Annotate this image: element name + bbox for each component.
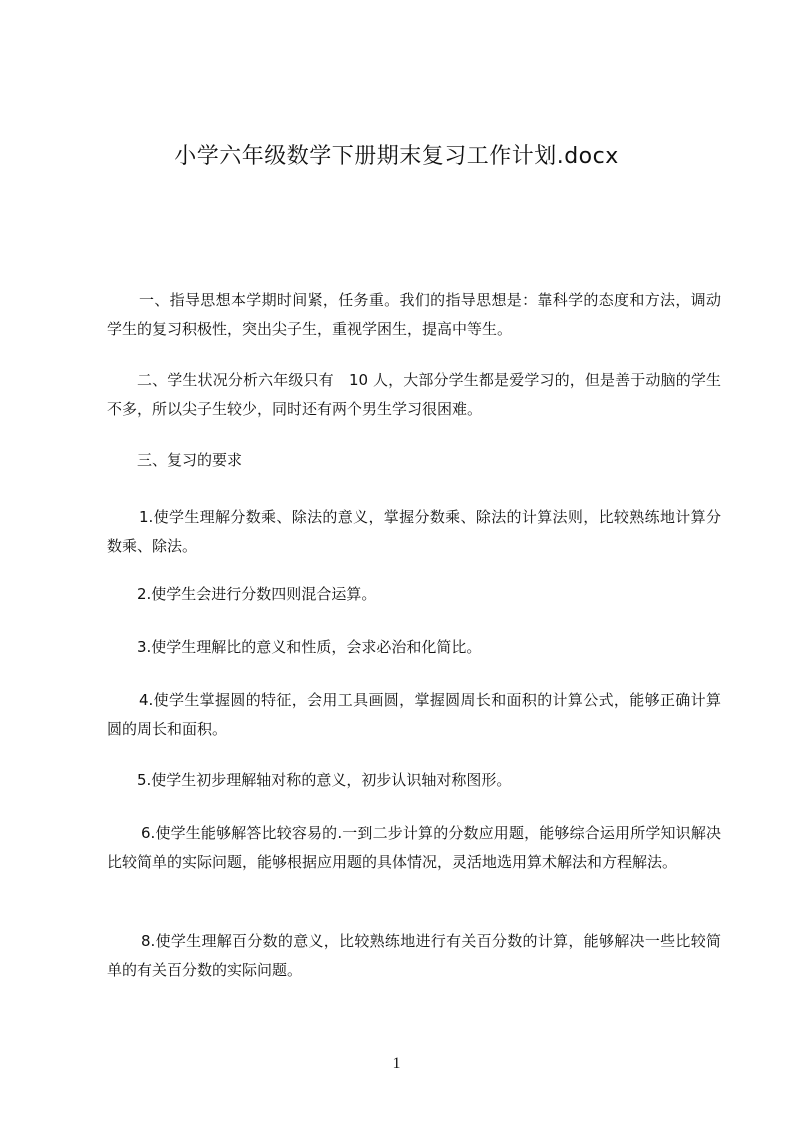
- paragraph-requirement-4: 4.使学生掌握圆的特征，会用工具画圆，掌握圆周长和面积的计算公式，能够正确计算圆的周长和面积。: [107, 691, 721, 738]
- paragraph-student-analysis: 二、学生状况分析六年级只有 10 人，大部分学生都是爱学习的，但是善于动脑的学生不多，所以尖子生较少，同时还有两个男生学习很困难。: [107, 371, 721, 418]
- paragraph-requirement-1: 1.使学生理解分数乘、除法的意义，掌握分数乘、除法的计算法则，比较熟练地计算分数乘、除法。: [107, 508, 721, 555]
- page-number: 1: [392, 1055, 401, 1072]
- paragraph-requirement-2: 2.使学生会进行分数四则混合运算。: [137, 585, 377, 603]
- paragraph-requirement-8: 8.使学生理解百分数的意义，比较熟练地进行有关百分数的计算，能够解决一些比较简单的有关百分数的实际问题。: [107, 932, 721, 979]
- paragraph-requirement-3: 3.使学生理解比的意义和性质，会求必治和化简比。: [137, 638, 482, 656]
- paragraph-guiding-ideology: 一、指导思想本学期时间紧，任务重。我们的指导思想是：靠科学的态度和方法，调动学生的复习积极性，突出尖子生，重视学困生，提高中等生。: [107, 291, 721, 338]
- paragraph-review-requirements-heading: 三、复习的要求: [137, 451, 243, 469]
- paragraph-requirement-5: 5.使学生初步理解轴对称的意义，初步认识轴对称图形。: [137, 771, 512, 789]
- paragraph-requirement-6: 6.使学生能够解答比较容易的.一到二步计算的分数应用题，能够综合运用所学知识解决比较简单的实际问题，能够根据应用题的具体情况，灵活地选用算术解法和方程解法。: [107, 824, 721, 871]
- document-title: 小学六年级数学下册期末复习工作计划.docx: [174, 144, 619, 169]
